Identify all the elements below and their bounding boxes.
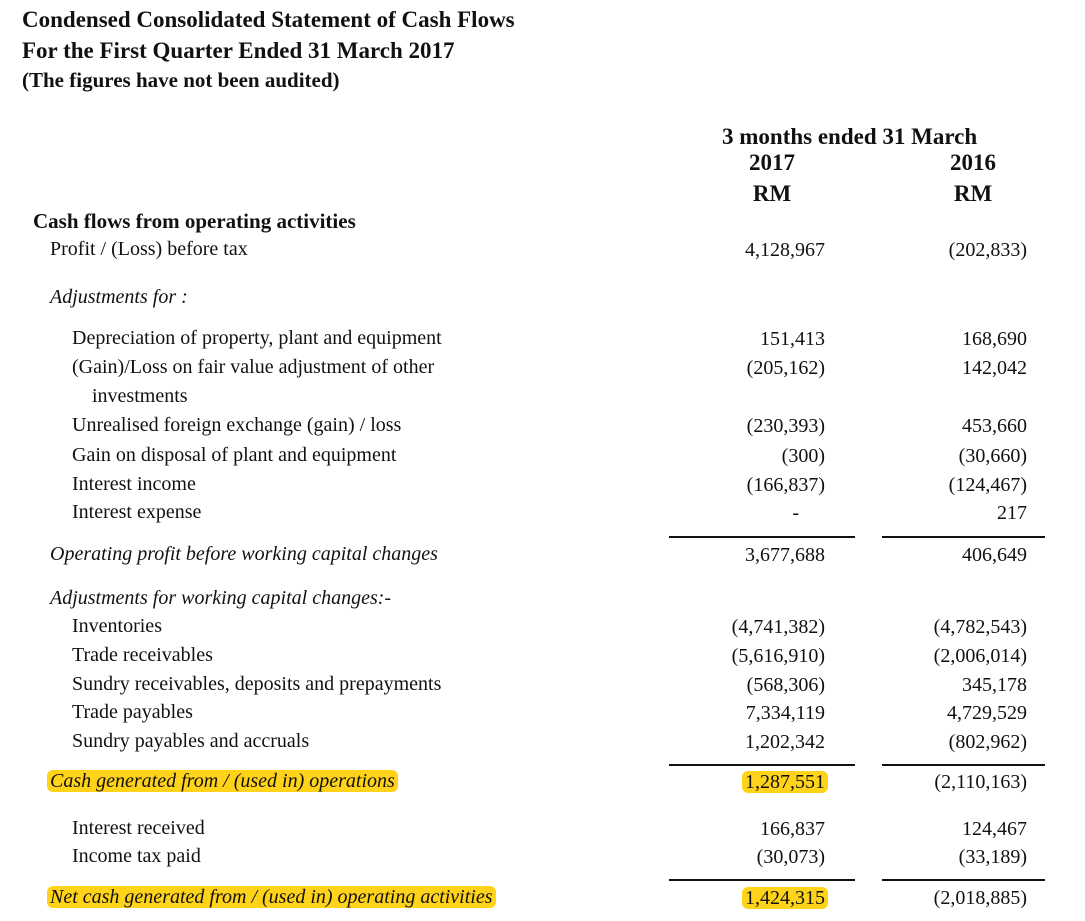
row-label: Operating profit before working capital changes xyxy=(50,543,438,565)
highlight-marker: Net cash generated from / (used in) operating activities xyxy=(47,886,496,908)
row-label: Inventories xyxy=(72,615,162,637)
row-label xyxy=(47,771,398,791)
document-subtitle: For the First Quarter Ended 31 March 2017 xyxy=(22,38,455,63)
value-2017 xyxy=(742,888,828,908)
value-2016: 453,660 xyxy=(962,415,1027,437)
value-2016: (2,006,014) xyxy=(933,645,1027,667)
row-label: Trade receivables xyxy=(72,644,213,666)
value-2016: 406,649 xyxy=(962,544,1027,566)
row-label: Interest expense xyxy=(72,501,202,523)
row-label: Interest received xyxy=(72,817,205,839)
value-2016: (4,782,543) xyxy=(933,616,1027,638)
value-2016: (124,467) xyxy=(948,474,1027,496)
adjustments-heading: Adjustments for : xyxy=(50,286,188,308)
value-2017: (5,616,910) xyxy=(731,645,825,667)
section-operating-heading: Cash flows from operating activities xyxy=(33,209,356,233)
value-2016: 217 xyxy=(997,502,1027,524)
document-title: Condensed Consolidated Statement of Cash Flows xyxy=(22,7,515,32)
col-2017-unit: RM xyxy=(752,181,792,206)
row-label: (Gain)/Loss on fair value adjustment of other xyxy=(72,356,435,378)
wc-adjustments-heading: Adjustments for working capital changes:- xyxy=(50,587,392,609)
value-2016: (202,833) xyxy=(948,239,1027,261)
subtotal-rule-2017 xyxy=(669,536,855,538)
highlight-marker: 1,287,551 xyxy=(742,771,828,793)
value-2016: (2,110,163) xyxy=(934,771,1027,793)
row-label xyxy=(47,887,496,907)
value-2017: 3,677,688 xyxy=(745,544,825,566)
row-label: Income tax paid xyxy=(72,845,201,867)
row-label: Gain on disposal of plant and equipment xyxy=(72,444,397,466)
subtotal-rule-2016 xyxy=(882,764,1045,766)
row-label: Unrealised foreign exchange (gain) / loss xyxy=(72,414,402,436)
value-2017: (568,306) xyxy=(746,674,825,696)
value-2017: 166,837 xyxy=(760,818,825,840)
row-label: Trade payables xyxy=(72,701,193,723)
col-2017-year: 2017 xyxy=(749,150,795,175)
value-2017: 1,202,342 xyxy=(745,731,825,753)
audit-note: (The figures have not been audited) xyxy=(22,68,340,92)
value-2016: (802,962) xyxy=(948,731,1027,753)
period-header: 3 months ended 31 March xyxy=(722,124,978,149)
value-2017 xyxy=(742,772,828,792)
subtotal-rule-2017 xyxy=(669,764,855,766)
value-2017: - xyxy=(792,502,799,524)
value-2017: 151,413 xyxy=(760,328,825,350)
total-rule-2016 xyxy=(882,879,1045,881)
value-2017: (166,837) xyxy=(746,474,825,496)
row-label: Depreciation of property, plant and equipment xyxy=(72,327,442,349)
value-2016: 142,042 xyxy=(962,357,1027,379)
value-2016: 124,467 xyxy=(962,818,1027,840)
value-2017: (230,393) xyxy=(746,415,825,437)
highlight-marker: 1,424,315 xyxy=(742,887,828,909)
row-label: Sundry receivables, deposits and prepayments xyxy=(72,673,442,695)
value-2017: 7,334,119 xyxy=(745,702,825,724)
row-label: Interest income xyxy=(72,473,196,495)
value-2017: (205,162) xyxy=(746,357,825,379)
value-2017: (300) xyxy=(781,445,825,467)
col-2016-unit: RM xyxy=(953,181,993,206)
subtotal-rule-2016 xyxy=(882,536,1045,538)
value-2016: 4,729,529 xyxy=(947,702,1027,724)
value-2016: (30,660) xyxy=(958,445,1027,467)
value-2016: 345,178 xyxy=(962,674,1027,696)
value-2017: 4,128,967 xyxy=(745,239,825,261)
total-rule-2017 xyxy=(669,879,855,881)
value-2016: (33,189) xyxy=(958,846,1027,868)
row-label-continued: investments xyxy=(92,385,188,407)
value-2016: 168,690 xyxy=(962,328,1027,350)
highlight-marker: Cash generated from / (used in) operations xyxy=(47,770,398,792)
row-label: Sundry payables and accruals xyxy=(72,730,310,752)
row-label: Profit / (Loss) before tax xyxy=(50,238,248,260)
col-2016-year: 2016 xyxy=(950,150,996,175)
value-2016: (2,018,885) xyxy=(933,887,1027,909)
value-2017: (4,741,382) xyxy=(731,616,825,638)
value-2017: (30,073) xyxy=(756,846,825,868)
